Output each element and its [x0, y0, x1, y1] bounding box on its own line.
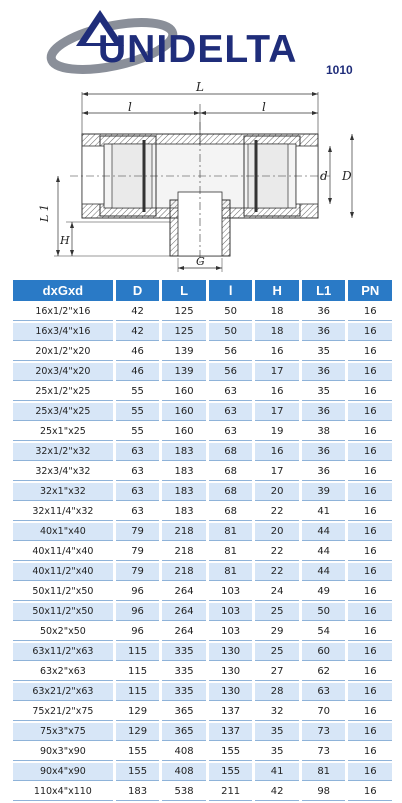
- value-cell: 16: [348, 683, 392, 701]
- value-cell: 81: [209, 523, 253, 541]
- value-cell: 115: [116, 663, 160, 681]
- value-cell: 16: [348, 583, 392, 601]
- value-cell: 129: [116, 703, 160, 721]
- size-cell: 32x1"x32: [13, 483, 113, 501]
- size-cell: 90x3"x90: [13, 743, 113, 761]
- column-header: L1: [302, 280, 346, 301]
- value-cell: 218: [162, 543, 206, 561]
- value-cell: 55: [116, 383, 160, 401]
- value-cell: 42: [255, 783, 299, 801]
- table-row: [13, 343, 392, 361]
- size-cell: 75x21/2"x75: [13, 703, 113, 721]
- size-cell: 25x1/2"x25: [13, 383, 113, 401]
- value-cell: 41: [302, 503, 346, 521]
- table-row: [13, 663, 392, 681]
- size-cell: 16x1/2"x16: [13, 303, 113, 321]
- table-row: [13, 403, 392, 421]
- value-cell: 36: [302, 463, 346, 481]
- value-cell: 115: [116, 643, 160, 661]
- table-row: [13, 543, 392, 561]
- column-header: H: [255, 280, 299, 301]
- value-cell: 183: [162, 503, 206, 521]
- table-row: [13, 703, 392, 721]
- value-cell: 264: [162, 623, 206, 641]
- value-cell: 16: [348, 663, 392, 681]
- value-cell: 36: [302, 403, 346, 421]
- size-cell: 32x1/2"x32: [13, 443, 113, 461]
- table-row: [13, 623, 392, 641]
- value-cell: 16: [348, 443, 392, 461]
- table-row: [13, 483, 392, 501]
- value-cell: 70: [302, 703, 346, 721]
- value-cell: 16: [348, 403, 392, 421]
- value-cell: 16: [255, 443, 299, 461]
- table-header-row: [13, 280, 392, 301]
- value-cell: 44: [302, 543, 346, 561]
- value-cell: 63: [116, 483, 160, 501]
- value-cell: 39: [302, 483, 346, 501]
- value-cell: 35: [255, 743, 299, 761]
- table-row: [13, 443, 392, 461]
- size-cell: 40x11/4"x40: [13, 543, 113, 561]
- size-cell: 63x21/2"x63: [13, 683, 113, 701]
- value-cell: 32: [255, 703, 299, 721]
- value-cell: 68: [209, 463, 253, 481]
- table-body: [13, 303, 392, 801]
- value-cell: 16: [348, 543, 392, 561]
- value-cell: 16: [348, 623, 392, 641]
- value-cell: 44: [302, 563, 346, 581]
- value-cell: 81: [302, 763, 346, 781]
- value-cell: 81: [209, 563, 253, 581]
- size-cell: 32x11/4"x32: [13, 503, 113, 521]
- column-header: l: [209, 280, 253, 301]
- dim-label-L1: L 1: [38, 204, 51, 222]
- value-cell: 35: [255, 723, 299, 741]
- value-cell: 16: [348, 523, 392, 541]
- table-row: [13, 383, 392, 401]
- value-cell: 125: [162, 323, 206, 341]
- value-cell: 38: [302, 423, 346, 441]
- value-cell: 16: [348, 763, 392, 781]
- value-cell: 17: [255, 463, 299, 481]
- value-cell: 129: [116, 723, 160, 741]
- value-cell: 137: [209, 703, 253, 721]
- dim-label-l-left: l: [128, 100, 132, 114]
- brand-name: UNIDELTA: [98, 28, 298, 71]
- table-row: [13, 763, 392, 781]
- value-cell: 35: [302, 343, 346, 361]
- value-cell: 68: [209, 503, 253, 521]
- value-cell: 130: [209, 643, 253, 661]
- value-cell: 68: [209, 443, 253, 461]
- value-cell: 22: [255, 563, 299, 581]
- value-cell: 130: [209, 683, 253, 701]
- value-cell: 16: [348, 483, 392, 501]
- value-cell: 183: [162, 443, 206, 461]
- dim-label-d: d: [320, 169, 328, 183]
- value-cell: 73: [302, 723, 346, 741]
- value-cell: 42: [116, 303, 160, 321]
- value-cell: 46: [116, 343, 160, 361]
- value-cell: 16: [348, 563, 392, 581]
- value-cell: 79: [116, 563, 160, 581]
- value-cell: 218: [162, 563, 206, 581]
- dim-label-G: G: [196, 255, 205, 268]
- value-cell: 17: [255, 403, 299, 421]
- spec-table: [10, 278, 395, 803]
- value-cell: 183: [162, 483, 206, 501]
- size-cell: 20x1/2"x20: [13, 343, 113, 361]
- value-cell: 155: [116, 743, 160, 761]
- value-cell: 16: [348, 363, 392, 381]
- value-cell: 63: [302, 683, 346, 701]
- value-cell: 160: [162, 383, 206, 401]
- size-cell: 32x3/4"x32: [13, 463, 113, 481]
- size-cell: 110x4"x110: [13, 783, 113, 801]
- value-cell: 264: [162, 603, 206, 621]
- value-cell: 538: [162, 783, 206, 801]
- value-cell: 41: [255, 763, 299, 781]
- table-row: [13, 743, 392, 761]
- value-cell: 17: [255, 363, 299, 381]
- value-cell: 16: [348, 383, 392, 401]
- value-cell: 160: [162, 403, 206, 421]
- value-cell: 103: [209, 603, 253, 621]
- size-cell: 63x11/2"x63: [13, 643, 113, 661]
- size-cell: 20x3/4"x20: [13, 363, 113, 381]
- value-cell: 96: [116, 623, 160, 641]
- value-cell: 16: [348, 323, 392, 341]
- value-cell: 63: [209, 403, 253, 421]
- size-cell: 25x1"x25: [13, 423, 113, 441]
- value-cell: 63: [209, 383, 253, 401]
- size-cell: 90x4"x90: [13, 763, 113, 781]
- value-cell: 20: [255, 523, 299, 541]
- value-cell: 183: [116, 783, 160, 801]
- value-cell: 63: [116, 463, 160, 481]
- value-cell: 50: [209, 303, 253, 321]
- value-cell: 155: [209, 743, 253, 761]
- table-row: [13, 683, 392, 701]
- value-cell: 103: [209, 583, 253, 601]
- value-cell: 36: [302, 443, 346, 461]
- table-row: [13, 503, 392, 521]
- value-cell: 46: [116, 363, 160, 381]
- value-cell: 63: [116, 503, 160, 521]
- value-cell: 183: [162, 463, 206, 481]
- value-cell: 50: [209, 323, 253, 341]
- value-cell: 42: [116, 323, 160, 341]
- column-header: dxGxd: [13, 280, 113, 301]
- tee-fitting-drawing: [0, 82, 402, 274]
- value-cell: 125: [162, 303, 206, 321]
- value-cell: 264: [162, 583, 206, 601]
- value-cell: 81: [209, 543, 253, 561]
- value-cell: 56: [209, 363, 253, 381]
- table-row: [13, 603, 392, 621]
- value-cell: 28: [255, 683, 299, 701]
- size-cell: 40x1"x40: [13, 523, 113, 541]
- value-cell: 408: [162, 743, 206, 761]
- value-cell: 18: [255, 303, 299, 321]
- value-cell: 44: [302, 523, 346, 541]
- value-cell: 365: [162, 703, 206, 721]
- value-cell: 16: [348, 743, 392, 761]
- table-row: [13, 723, 392, 741]
- value-cell: 62: [302, 663, 346, 681]
- value-cell: 27: [255, 663, 299, 681]
- value-cell: 36: [302, 363, 346, 381]
- table-row: [13, 363, 392, 381]
- brand-code: 1010: [326, 63, 353, 77]
- dim-label-L: L: [196, 82, 204, 94]
- value-cell: 160: [162, 423, 206, 441]
- value-cell: 98: [302, 783, 346, 801]
- value-cell: 18: [255, 323, 299, 341]
- value-cell: 155: [116, 763, 160, 781]
- value-cell: 25: [255, 643, 299, 661]
- table-row: [13, 463, 392, 481]
- value-cell: 115: [116, 683, 160, 701]
- value-cell: 79: [116, 543, 160, 561]
- value-cell: 16: [348, 303, 392, 321]
- size-cell: 50x2"x50: [13, 623, 113, 641]
- size-cell: 25x3/4"x25: [13, 403, 113, 421]
- value-cell: 79: [116, 523, 160, 541]
- value-cell: 54: [302, 623, 346, 641]
- value-cell: 36: [302, 303, 346, 321]
- value-cell: 16: [255, 383, 299, 401]
- size-cell: 50x11/2"x50: [13, 603, 113, 621]
- dim-label-H: H: [60, 234, 70, 247]
- value-cell: 49: [302, 583, 346, 601]
- value-cell: 16: [348, 343, 392, 361]
- value-cell: 24: [255, 583, 299, 601]
- size-cell: 50x11/2"x50: [13, 583, 113, 601]
- value-cell: 335: [162, 643, 206, 661]
- table-row: [13, 423, 392, 441]
- table-row: [13, 583, 392, 601]
- value-cell: 96: [116, 603, 160, 621]
- value-cell: 218: [162, 523, 206, 541]
- size-cell: 40x11/2"x40: [13, 563, 113, 581]
- value-cell: 16: [348, 723, 392, 741]
- value-cell: 55: [116, 423, 160, 441]
- dim-label-l-right: l: [262, 100, 266, 114]
- value-cell: 16: [348, 783, 392, 801]
- value-cell: 365: [162, 723, 206, 741]
- value-cell: 408: [162, 763, 206, 781]
- value-cell: 103: [209, 623, 253, 641]
- value-cell: 63: [116, 443, 160, 461]
- value-cell: 35: [302, 383, 346, 401]
- value-cell: 73: [302, 743, 346, 761]
- value-cell: 22: [255, 503, 299, 521]
- value-cell: 20: [255, 483, 299, 501]
- value-cell: 155: [209, 763, 253, 781]
- brand-logo: [0, 0, 402, 82]
- size-cell: 75x3"x75: [13, 723, 113, 741]
- value-cell: 16: [348, 503, 392, 521]
- value-cell: 16: [348, 643, 392, 661]
- value-cell: 56: [209, 343, 253, 361]
- value-cell: 36: [302, 323, 346, 341]
- table-row: [13, 563, 392, 581]
- table-row: [13, 643, 392, 661]
- value-cell: 60: [302, 643, 346, 661]
- value-cell: 139: [162, 363, 206, 381]
- value-cell: 63: [209, 423, 253, 441]
- column-header: D: [116, 280, 160, 301]
- value-cell: 68: [209, 483, 253, 501]
- column-header: PN: [348, 280, 392, 301]
- value-cell: 335: [162, 663, 206, 681]
- value-cell: 335: [162, 683, 206, 701]
- value-cell: 16: [348, 423, 392, 441]
- value-cell: 55: [116, 403, 160, 421]
- value-cell: 96: [116, 583, 160, 601]
- size-cell: 16x3/4"x16: [13, 323, 113, 341]
- value-cell: 16: [348, 703, 392, 721]
- value-cell: 19: [255, 423, 299, 441]
- value-cell: 25: [255, 603, 299, 621]
- table-row: [13, 323, 392, 341]
- table-row: [13, 303, 392, 321]
- value-cell: 50: [302, 603, 346, 621]
- value-cell: 16: [348, 603, 392, 621]
- value-cell: 16: [255, 343, 299, 361]
- value-cell: 211: [209, 783, 253, 801]
- column-header: L: [162, 280, 206, 301]
- value-cell: 130: [209, 663, 253, 681]
- value-cell: 16: [348, 463, 392, 481]
- size-cell: 63x2"x63: [13, 663, 113, 681]
- value-cell: 22: [255, 543, 299, 561]
- dim-label-D: D: [342, 169, 352, 183]
- value-cell: 29: [255, 623, 299, 641]
- value-cell: 139: [162, 343, 206, 361]
- table-row: [13, 783, 392, 801]
- table-row: [13, 523, 392, 541]
- value-cell: 137: [209, 723, 253, 741]
